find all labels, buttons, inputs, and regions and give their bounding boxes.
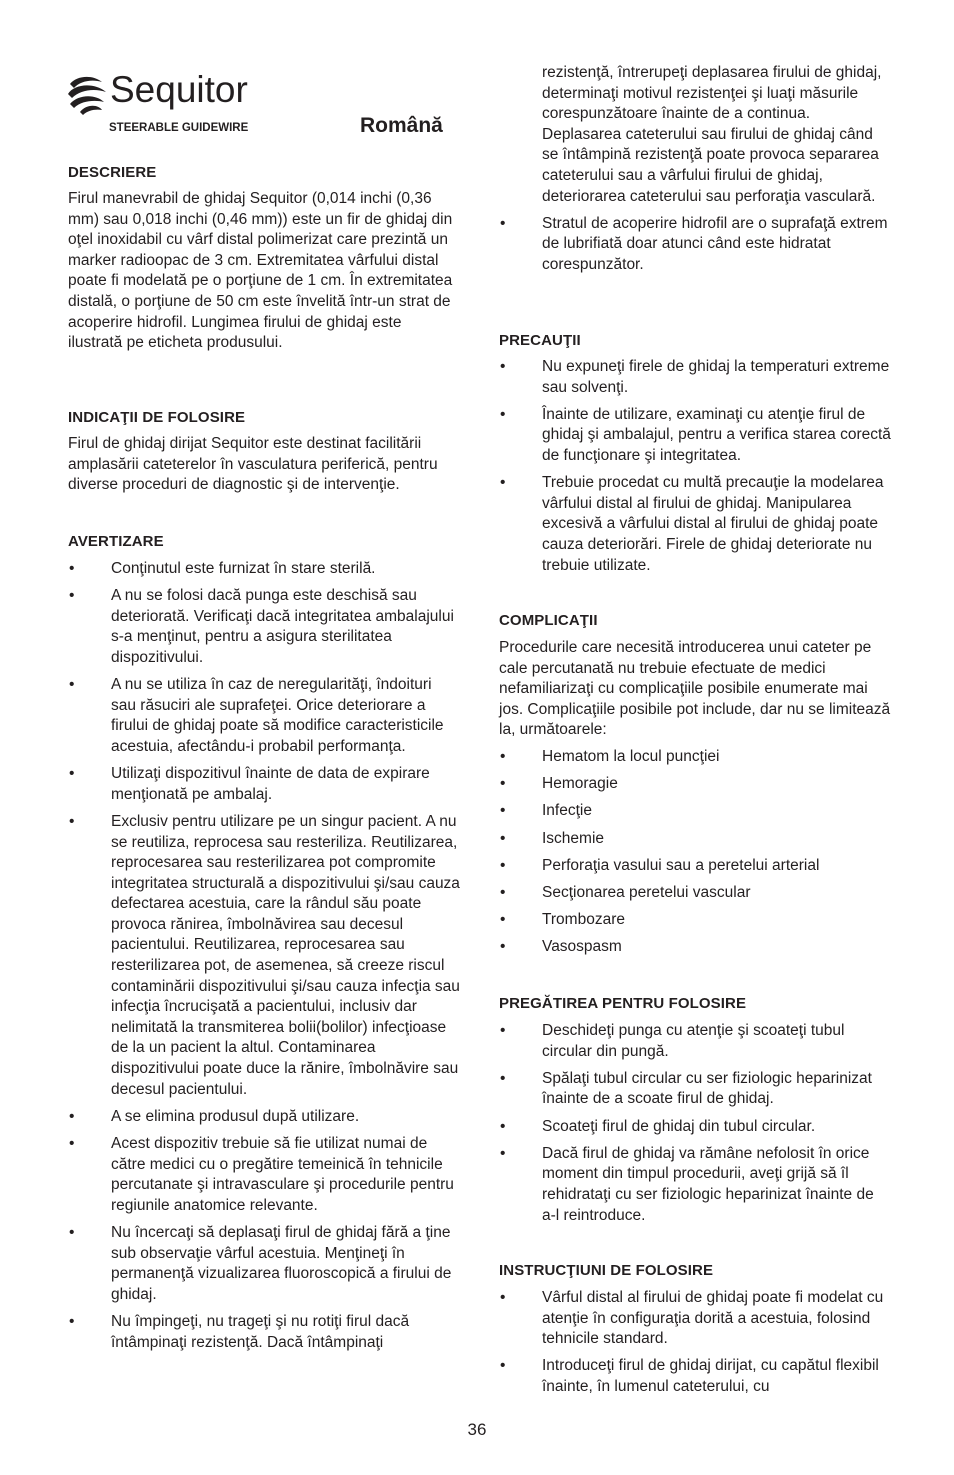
bullet-icon: •	[69, 587, 75, 605]
brand-name: Sequitor	[110, 69, 248, 110]
list-item: • Scoateţi firul de ghidaj din tubul circular.	[499, 1117, 891, 1138]
sequitor-swoosh-icon	[66, 66, 276, 136]
descriere-text: Firul manevrabil de ghidaj Sequitor (0,014 inchi (0,36 mm) sau 0,018 inchi (0,46 mm)) este un fir de ghidaj din oţel inoxidabil cu vârf distal polimerizat care prezintă un marker radioopac de 3 cm. Extremitatea vârfului distal poate fi modelată pe o porţiune de 1 cm. În extremitatea distală, o porţiune de 50 cm este învelită într-un strat de acoperire hidrofil. Lungimea firului de ghidaj este ilustrată pe eticheta produsului.	[68, 190, 453, 352]
list-item: • A nu se utiliza în caz de neregularităţi, îndoituri sau răsuciri ale suprafeţei. Orice deteriorare a firului de ghidaj poate să modifice caracteristicile acestuia, afectându-i probabil performanţa.	[69, 676, 444, 755]
list-item: • Hematom la locul puncţiei	[499, 747, 891, 768]
list-item: • Ischemie	[499, 829, 891, 850]
list-item: rezistenţă, întrerupeţi deplasarea firului de ghidaj, determinaţi motivul rezistenţei şi luaţi măsurile corespunzătoare înainte de a continua. Deplasarea cateterului sau firului de ghidaj când se întâmpină rezistenţă poate provoca separarea cateterului sau a vârfului firului de ghidaj, deteriorarea cateterului sau perforaţia vasculară.	[542, 64, 882, 205]
list-item: • Vasospasm	[499, 937, 891, 958]
list-item: • Spălaţi tubul circular cu ser fiziologic heparinizat înainte de a scoate firul de ghidaj.	[500, 1069, 872, 1108]
list-item: • Exclusiv pentru utilizare pe un singur pacient. A nu se reutiliza, reprocesa sau resteriliza. Reutilizarea, reprocesarea sau resterilizarea pot compromite integritatea structurală a dispozitivului şi/sau cauza defectarea acestuia, care la rândul său poate provoca rănirea, îmbolnăvirea sau decesul pacientului. Reutilizarea, reprocesarea sau resterilizarea pot, de asemenea, să creeze riscul contaminării dispozitivului şi/sau cauza infecţia sau infecţia încrucişată a pacientului, inclusiv dar nelimitată la transmiterea bolii(bolilor) infecţioase de la un pacient la altul. Contaminarea dispozitivului poate duce la rănire, îmbolnăvire sau decesul pacientului.	[69, 812, 460, 1098]
brand-tagline: STEERABLE GUIDEWIRE	[109, 122, 249, 134]
bullet-icon: •	[500, 1289, 506, 1306]
section-heading-complicatii: COMPLICAŢII	[499, 612, 598, 629]
bullet-icon: •	[500, 775, 506, 793]
list-item: • Deschideţi punga cu atenţie şi scoateţi tubul circular din pungă.	[500, 1022, 845, 1060]
precautii-list	[499, 357, 891, 583]
avertizare-list	[68, 559, 460, 1360]
section-heading-avertizare: AVERTIZARE	[68, 533, 164, 550]
list-item: • Nu expuneţi firele de ghidaj la temperaturi extreme sau solvenţi.	[500, 358, 890, 396]
bullet-icon: •	[500, 405, 506, 423]
bullet-icon: •	[69, 676, 75, 694]
list-item: • Acest dispozitiv trebuie să fie utilizat numai de către medici cu o pregătire temeinică în tehnicile percutanate şi intravasculare şi procedurile pentru regiunile anatomice relevante.	[69, 1135, 454, 1214]
bullet-icon: •	[69, 812, 75, 830]
list-item: • Vârful distal al firului de ghidaj poate fi modelat cu atenţie în configuraţia dorită a acestuia, folosind tehnicile standard.	[500, 1289, 884, 1348]
pregatirea-list	[499, 1021, 891, 1233]
bullet-icon: •	[500, 829, 506, 847]
list-item: • Nu împingeţi, nu trageţi şi nu rotiţi firul dacă întâmpinaţi rezistenţă. Dacă întâmpinaţi	[69, 1312, 410, 1351]
list-item: • Secţionarea peretelui vascular	[499, 883, 891, 904]
list-item: • Conţinutul este furnizat în stare sterilă.	[68, 559, 460, 580]
list-item: • Stratul de acoperire hidrofil are o suprafaţă extrem de lubrifiată doar atunci când este hidratat corespunzător.	[500, 214, 888, 273]
bullet-icon: •	[500, 1117, 506, 1135]
bullet-icon: •	[500, 1357, 506, 1375]
bullet-icon: •	[500, 1144, 506, 1162]
complicatii-list	[499, 747, 891, 965]
list-item: • Trebuie procedat cu multă precauţie la modelarea vârfului distal al firului de ghidaj. Manipularea excesivă a vârfului distal al firului de ghidaj poate cauza deteriorări. Firele de ghidaj deteriorate nu trebuie utilizate.	[500, 474, 884, 574]
bullet-icon: •	[69, 1312, 75, 1330]
bullet-icon: •	[500, 883, 506, 901]
bullet-icon: •	[500, 474, 506, 492]
bullet-icon: •	[500, 358, 506, 375]
list-item: • Nu încercaţi să deplasaţi firul de ghidaj fără a ţine sub observaţie vârful acestuia. Menţineţi în permanenţă vizualizarea fluoroscopică a firului de ghidaj.	[69, 1223, 452, 1303]
list-item: • Înainte de utilizare, examinaţi cu atenţie firul de ghidaj şi ambalajul, pentru a verifica starea corectă de funcţionare şi integritatea.	[500, 405, 891, 464]
bullet-icon: •	[500, 802, 506, 820]
bullet-icon: •	[69, 1107, 75, 1125]
list-item: • Hemoragie	[499, 774, 891, 795]
list-item: • Introduceţi firul de ghidaj dirijat, cu capătul flexibil înainte, în lumenul cateterului, cu	[500, 1357, 879, 1395]
complicatii-text: Procedurile care necesită introducerea unui cateter pe cale percutanată nu trebuie efectuate de medici nefamiliarizaţi cu complicaţiile posibile enumerate mai jos. Complicaţiile posibile pot include, dar nu se limitează la, următoarele:	[499, 639, 891, 739]
list-item: • Perforaţia vasului sau a peretelui arterial	[499, 856, 891, 877]
section-heading-instructiuni: INSTRUCŢIUNI DE FOLOSIRE	[499, 1262, 714, 1279]
section-heading-precautii: PRECAUŢII	[499, 332, 581, 349]
list-item: • Infecţie	[499, 801, 891, 822]
instructiuni-list	[499, 1288, 891, 1404]
bullet-icon: •	[69, 1223, 75, 1241]
language-title: Română	[360, 114, 443, 137]
bullet-icon: •	[69, 560, 75, 577]
bullet-icon: •	[500, 214, 506, 232]
list-item: • Trombozare	[499, 910, 891, 931]
list-item: • A se elimina produsul după utilizare.	[68, 1107, 460, 1128]
bullet-icon: •	[500, 911, 506, 929]
bullet-icon: •	[500, 938, 506, 956]
list-item: • Dacă firul de ghidaj va rămâne nefolosit în orice moment din timpul procedurii, aveţi grijă să îl rehidrataţi cu ser fiziologic heparinizat înainte de a-l reintroduce.	[500, 1144, 874, 1224]
sequitor-logo	[66, 66, 276, 136]
page-number: 36	[467, 1420, 487, 1439]
list-item: • A nu se folosi dacă punga este deschisă sau deteriorată. Verificaţi dacă integritatea ambalajului s-a menţinut, pentru a asigura sterilitatea dispozitivului.	[69, 587, 454, 666]
indicatii-text: Firul de ghidaj dirijat Sequitor este destinat facilitării amplasării cateterelor în vasculatura periferică, pentru diverse proceduri de diagnostic şi de intervenţie.	[68, 435, 438, 494]
bullet-icon: •	[500, 1069, 506, 1087]
bullet-icon: •	[69, 1135, 75, 1152]
bullet-icon: •	[500, 1022, 506, 1039]
bullet-icon: •	[69, 765, 75, 783]
bullet-icon: •	[500, 856, 506, 874]
bullet-icon: •	[500, 748, 506, 765]
section-heading-descriere: DESCRIERE	[68, 164, 157, 181]
section-heading-indicatii: INDICAŢII DE FOLOSIRE	[68, 409, 246, 426]
continuation-list	[499, 63, 891, 282]
list-item: • Utilizaţi dispozitivul înainte de data de expirare menţionată pe ambalaj.	[69, 765, 430, 803]
section-heading-pregatirea: PREGĂTIREA PENTRU FOLOSIRE	[499, 995, 747, 1012]
